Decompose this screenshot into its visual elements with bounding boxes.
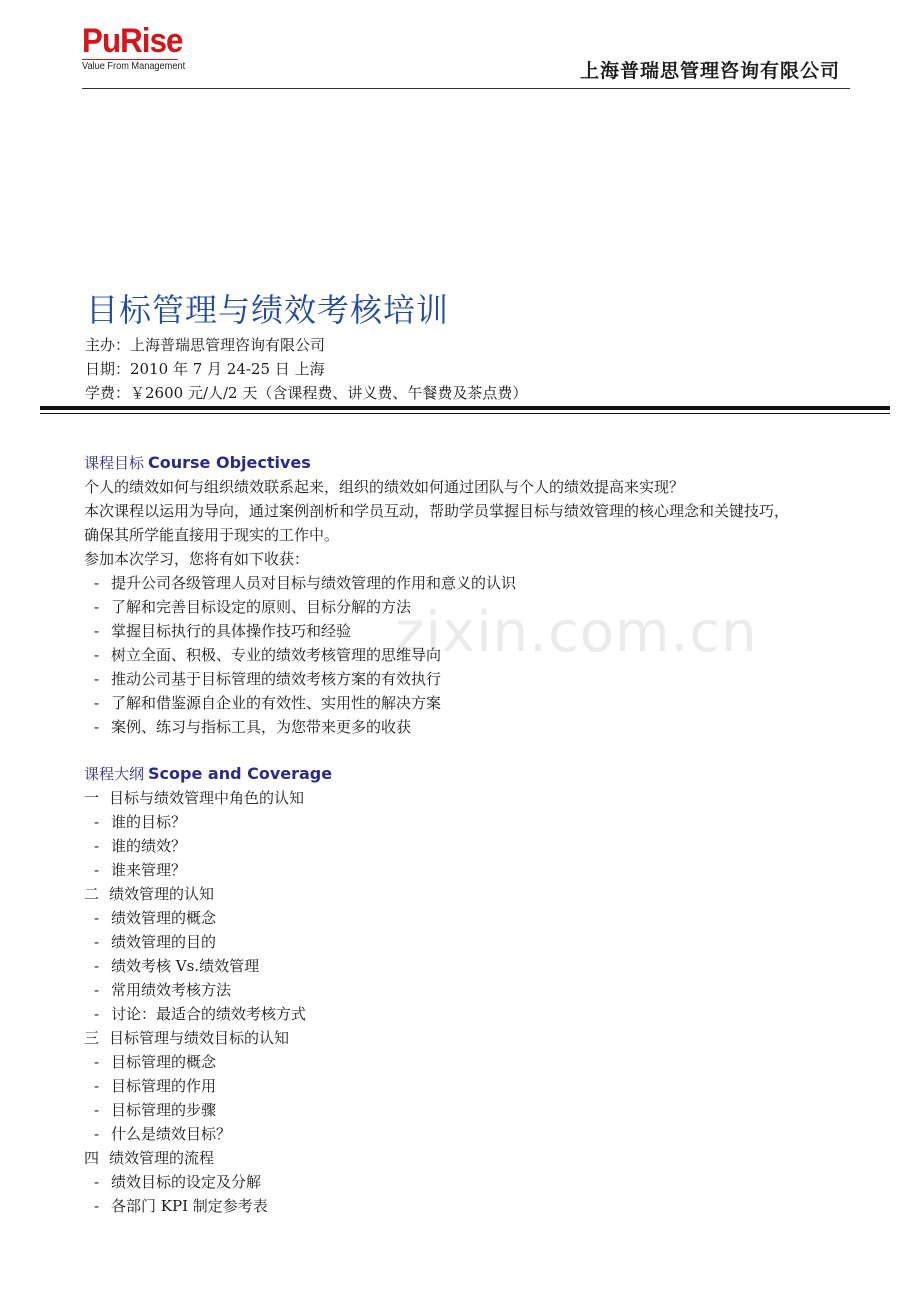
outline-item xyxy=(84,1122,332,1146)
outline-item xyxy=(84,1170,332,1194)
title-divider-thick xyxy=(40,406,890,410)
outline-item xyxy=(84,810,332,834)
bullet-text: 掌握目标执行的具体操作技巧和经验 xyxy=(111,622,352,640)
bullet-text: 推动公司基于目标管理的绩效考核方案的有效执行 xyxy=(111,670,442,688)
outline-item-text: 讨论：最适合的绩效考核方式 xyxy=(111,1005,307,1023)
outline-item-text: 各部门 KPI 制定参考表 xyxy=(111,1197,268,1215)
bullet-dash: - xyxy=(94,1101,100,1119)
course-title: 目标管理与绩效考核培训 xyxy=(86,291,450,329)
chapter-number: 一 xyxy=(84,789,100,807)
objectives-heading xyxy=(84,451,789,475)
bullet-dash: - xyxy=(94,909,100,927)
bullet-dash: - xyxy=(94,1005,100,1023)
objective-bullet xyxy=(84,571,789,595)
objectives-heading-cn: 课程目标 xyxy=(84,454,145,472)
outline-chapter xyxy=(84,786,332,810)
bullet-dash: - xyxy=(94,694,100,712)
outline-item-text: 谁的绩效？ xyxy=(111,837,187,855)
logo-tagline: Value From Management xyxy=(82,61,186,72)
outline-item-text: 谁来管理？ xyxy=(111,861,187,879)
outline-item-text: 绩效管理的概念 xyxy=(111,909,217,927)
watermark: zixin.com.cn xyxy=(395,600,758,665)
outline-item xyxy=(84,1002,332,1026)
outline-item xyxy=(84,1074,332,1098)
bullet-dash: - xyxy=(94,1197,100,1215)
bullet-dash: - xyxy=(94,1077,100,1095)
purise-logo xyxy=(82,24,192,73)
bullet-dash: - xyxy=(94,861,100,879)
bullet-dash: - xyxy=(94,670,100,688)
outline-item-text: 常用绩效考核方法 xyxy=(111,981,232,999)
outline-item-text: 绩效管理的目的 xyxy=(111,933,217,951)
objectives-paragraph: 本次课程以运用为导向，通过案例剖析和学员互动，帮助学员掌握目标与绩效管理的核心理念和关键技巧， xyxy=(84,502,790,520)
outline-item-text: 目标管理的概念 xyxy=(111,1053,217,1071)
scope-heading-cn: 课程大纲 xyxy=(84,765,145,783)
objective-bullet xyxy=(84,619,789,643)
bullet-dash: - xyxy=(94,598,100,616)
objectives-paragraph: 参加本次学习，您将有如下收获： xyxy=(84,550,310,568)
chapter-title: 目标与绩效管理中角色的认知 xyxy=(109,789,305,807)
outline-item-text: 谁的目标？ xyxy=(111,813,187,831)
outline-item-text: 什么是绩效目标？ xyxy=(111,1125,232,1143)
organizer-line: 主办：上海普瑞思管理咨询有限公司 xyxy=(85,336,326,354)
outline-item-text: 目标管理的步骤 xyxy=(111,1101,217,1119)
chapter-number: 二 xyxy=(84,885,100,903)
outline-chapter xyxy=(84,882,332,906)
bullet-dash: - xyxy=(94,1053,100,1071)
outline-item xyxy=(84,858,332,882)
bullet-dash: - xyxy=(94,622,100,640)
outline-item xyxy=(84,1098,332,1122)
outline-item xyxy=(84,906,332,930)
objective-bullet xyxy=(84,667,789,691)
date-line: 日期：2010 年 7 月 24-25 日 上海 xyxy=(85,360,325,378)
objectives-paragraph: 个人的绩效如何与组织绩效联系起来，组织的绩效如何通过团队与个人的绩效提高来实现？ xyxy=(84,478,685,496)
outline-item xyxy=(84,930,332,954)
outline-item-text: 绩效目标的设定及分解 xyxy=(111,1173,262,1191)
bullet-text: 提升公司各级管理人员对目标与绩效管理的作用和意义的认识 xyxy=(111,574,517,592)
company-name: 上海普瑞思管理咨询有限公司 xyxy=(579,60,840,82)
objective-bullet xyxy=(84,595,789,619)
chapter-title: 绩效管理的认知 xyxy=(109,885,215,903)
outline-item xyxy=(84,954,332,978)
bullet-dash: - xyxy=(94,574,100,592)
logo-wordmark: PuRise xyxy=(82,22,183,60)
header-divider xyxy=(82,88,850,89)
scope-section xyxy=(84,762,332,1218)
bullet-dash: - xyxy=(94,1173,100,1191)
bullet-text: 树立全面、积极、专业的绩效考核管理的思维导向 xyxy=(111,646,442,664)
outline-item xyxy=(84,1050,332,1074)
bullet-dash: - xyxy=(94,813,100,831)
scope-heading xyxy=(84,762,332,786)
objectives-list xyxy=(84,571,789,739)
bullet-dash: - xyxy=(94,981,100,999)
bullet-dash: - xyxy=(94,933,100,951)
course-info xyxy=(85,333,527,405)
title-divider-thin xyxy=(40,413,890,414)
bullet-dash: - xyxy=(94,718,100,736)
outline-item xyxy=(84,1194,332,1218)
chapter-title: 目标管理与绩效目标的认知 xyxy=(109,1029,290,1047)
scope-heading-en: Scope and Coverage xyxy=(148,764,333,783)
objectives-heading-en: Course Objectives xyxy=(148,453,311,472)
outline-item xyxy=(84,834,332,858)
bullet-text: 了解和完善目标设定的原则、目标分解的方法 xyxy=(111,598,412,616)
outline-item-text: 目标管理的作用 xyxy=(111,1077,217,1095)
bullet-text: 了解和借鉴源自企业的有效性、实用性的解决方案 xyxy=(111,694,442,712)
objective-bullet xyxy=(84,691,789,715)
outline-item-text: 绩效考核 Vs.绩效管理 xyxy=(111,957,260,975)
outline-chapter xyxy=(84,1146,332,1170)
objectives-section xyxy=(84,451,789,739)
bullet-dash: - xyxy=(94,1125,100,1143)
outline-chapter xyxy=(84,1026,332,1050)
fee-line: 学费：￥2600 元/人/2 天（含课程费、讲义费、午餐费及茶点费） xyxy=(85,384,528,402)
bullet-dash: - xyxy=(94,957,100,975)
objectives-paragraph: 确保其所学能直接用于现实的工作中。 xyxy=(84,526,340,544)
bullet-dash: - xyxy=(94,646,100,664)
objective-bullet xyxy=(84,643,789,667)
objective-bullet xyxy=(84,715,789,739)
scope-outline xyxy=(84,786,332,1218)
chapter-number: 四 xyxy=(84,1149,100,1167)
chapter-title: 绩效管理的流程 xyxy=(109,1149,215,1167)
outline-item xyxy=(84,978,332,1002)
bullet-dash: - xyxy=(94,837,100,855)
bullet-text: 案例、练习与指标工具，为您带来更多的收获 xyxy=(111,718,412,736)
chapter-number: 三 xyxy=(84,1029,100,1047)
